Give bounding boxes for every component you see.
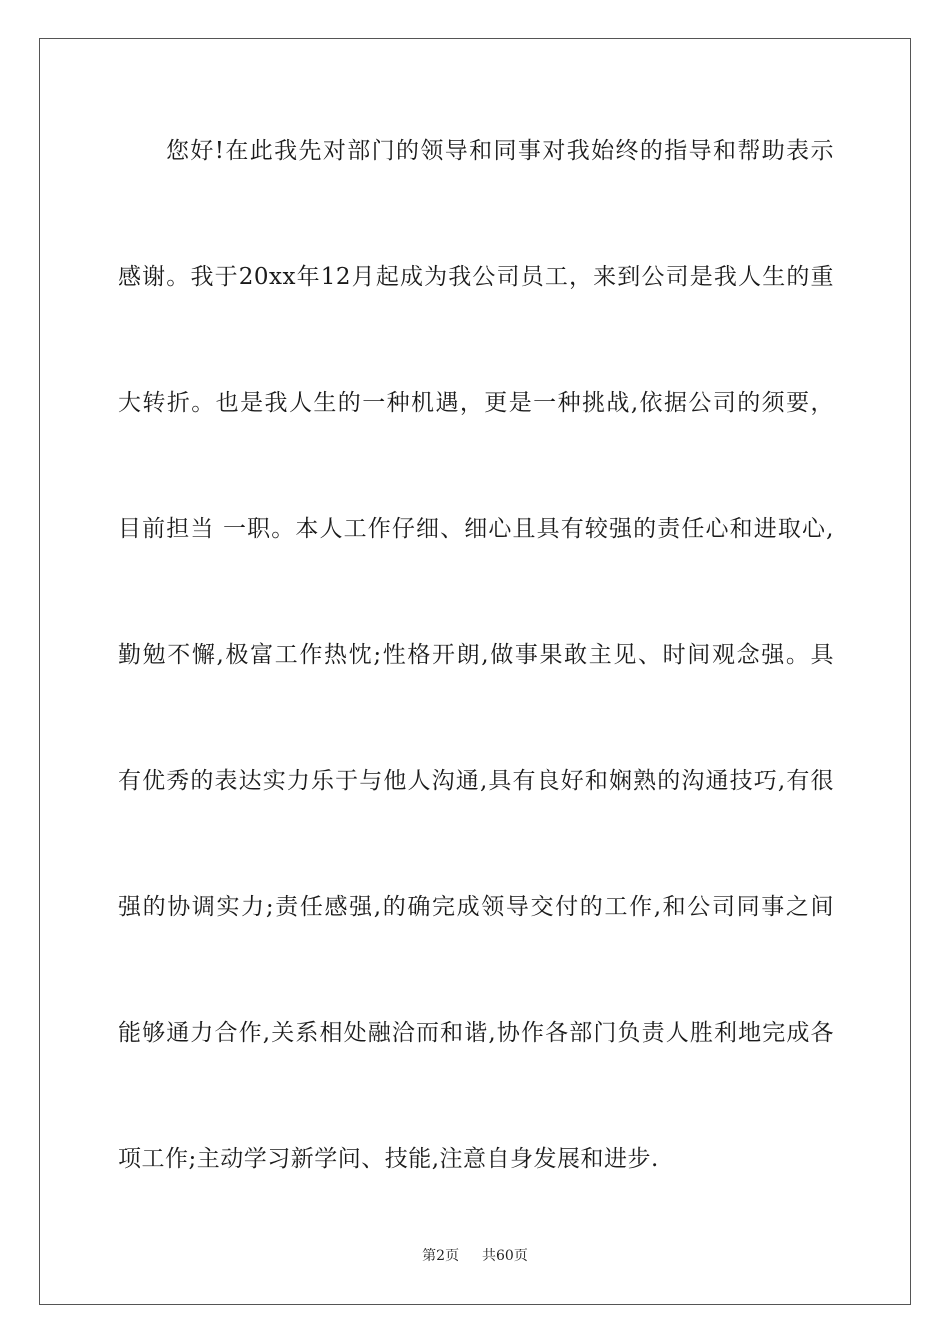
total-page-count: 共60页 — [482, 1248, 528, 1264]
paragraph-line: 强的协调实力;责任感强,的确完成领导交付的工作,和公司同事之间 — [118, 894, 834, 920]
paragraph-line: 大转折。也是我人生的一种机遇，更是一种挑战,依据公司的须要， — [118, 390, 834, 416]
paragraph-line: 感谢。我于20xx年12月起成为我公司员工，来到公司是我人生的重 — [118, 264, 834, 290]
current-page-number: 第2页 — [422, 1248, 460, 1264]
paragraph-line: 您好!在此我先对部门的领导和同事对我始终的指导和帮助表示 — [166, 138, 834, 164]
page-footer — [0, 1245, 950, 1265]
paragraph-line: 勤勉不懈,极富工作热忱;性格开朗,做事果敢主见、时间观念强。具 — [118, 642, 834, 668]
document-body — [118, 120, 834, 1254]
paragraph-line: 能够通力合作,关系相处融洽而和谐,协作各部门负责人胜利地完成各 — [118, 1020, 834, 1046]
paragraph-line: 有优秀的表达实力乐于与他人沟通,具有良好和娴熟的沟通技巧,有很 — [118, 768, 834, 794]
paragraph-line: 目前担当 一职。本人工作仔细、细心且具有较强的责任心和进取心, — [118, 516, 834, 542]
paragraph-line: 项工作;主动学习新学问、技能,注意自身发展和进步. — [118, 1146, 659, 1172]
